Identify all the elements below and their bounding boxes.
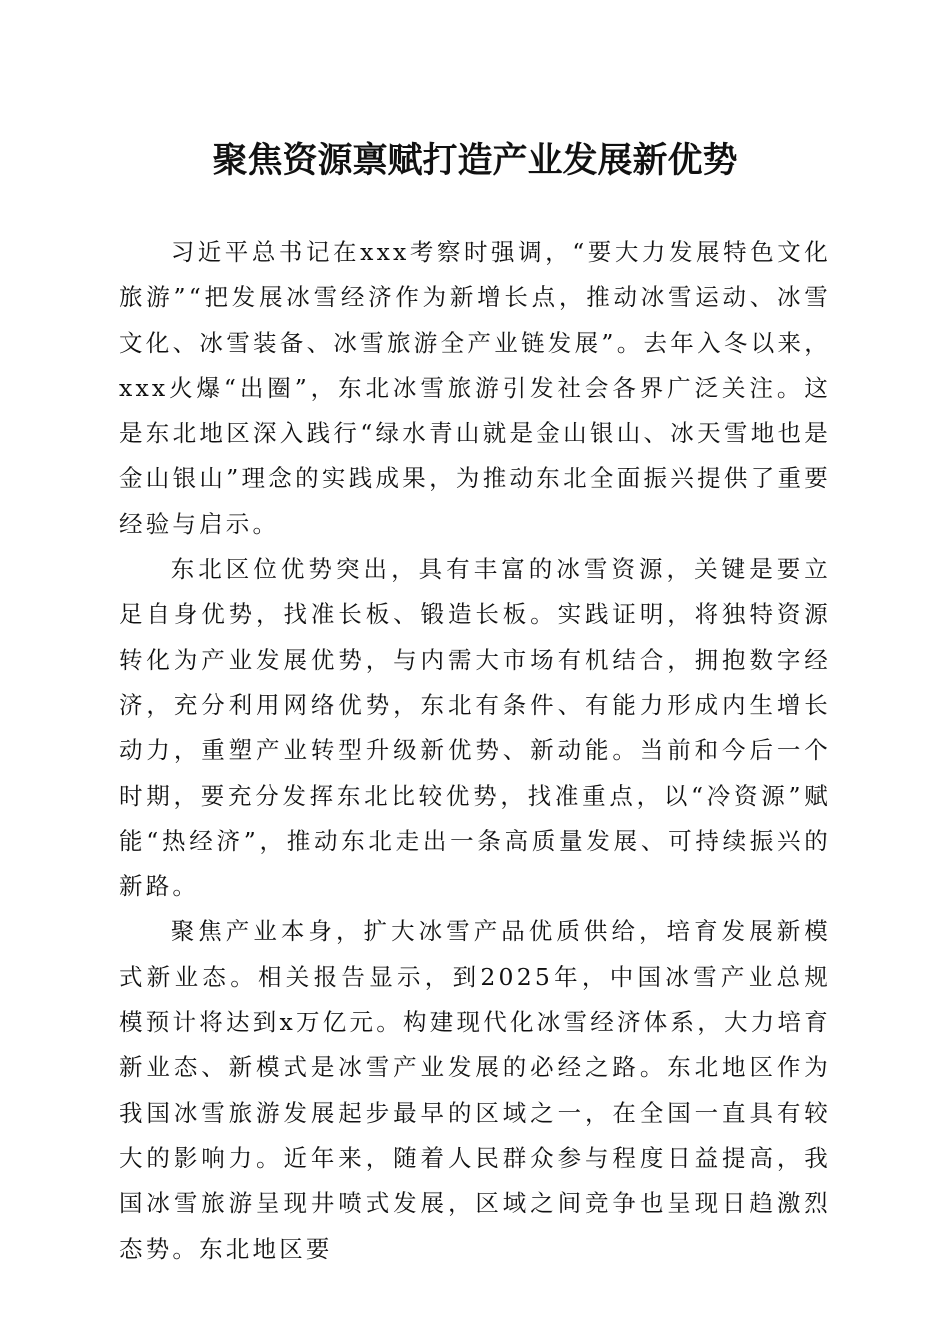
paragraph-2: 东北区位优势突出，具有丰富的冰雪资源，关键是要立足自身优势，找准长板、锻造长板。实践证明，将独特资源转化为产业发展优势，与内需大市场有机结合，拥抱数字经济，充分利用网络优势，东北有条件、有能力形成内生增长动力，重塑产业转型升级新优势、新动能。当前和今后一个时期，要充分发挥东北比较优势，找准重点，以“冷资源”赋能“热经济”，推动东北走出一条高质量发展、可持续振兴的新路。 (119, 555, 831, 901)
document-body (119, 230, 831, 1272)
document-title: 聚焦资源禀赋打造产业发展新优势 (212, 140, 738, 181)
paragraph-3: 聚焦产业本身，扩大冰雪产品优质供给，培育发展新模式新业态。相关报告显示，到2025年，中国冰雪产业总规模预计将达到x万亿元。构建现代化冰雪经济体系，大力培育新业态、新模式是冰雪产业发展的必经之路。东北地区作为我国冰雪旅游发展起步最早的区域之一，在全国一直具有较大的影响力。近年来，随着人民群众参与程度日益提高，我国冰雪旅游呈现井喷式发展，区域之间竞争也呈现日趋激烈态势。东北地区要 (119, 917, 831, 1263)
paragraph-1: 习近平总书记在xxx考察时强调，“要大力发展特色文化旅游”“把发展冰雪经济作为新增长点，推动冰雪运动、冰雪文化、冰雪装备、冰雪旅游全产业链发展”。去年入冬以来，xxx火爆“出圈”，东北冰雪旅游引发社会各界广泛关注。这是东北地区深入践行“绿水青山就是金山银山、冰天雪地也是金山银山”理念的实践成果，为推动东北全面振兴提供了重要经验与启示。 (119, 238, 831, 538)
